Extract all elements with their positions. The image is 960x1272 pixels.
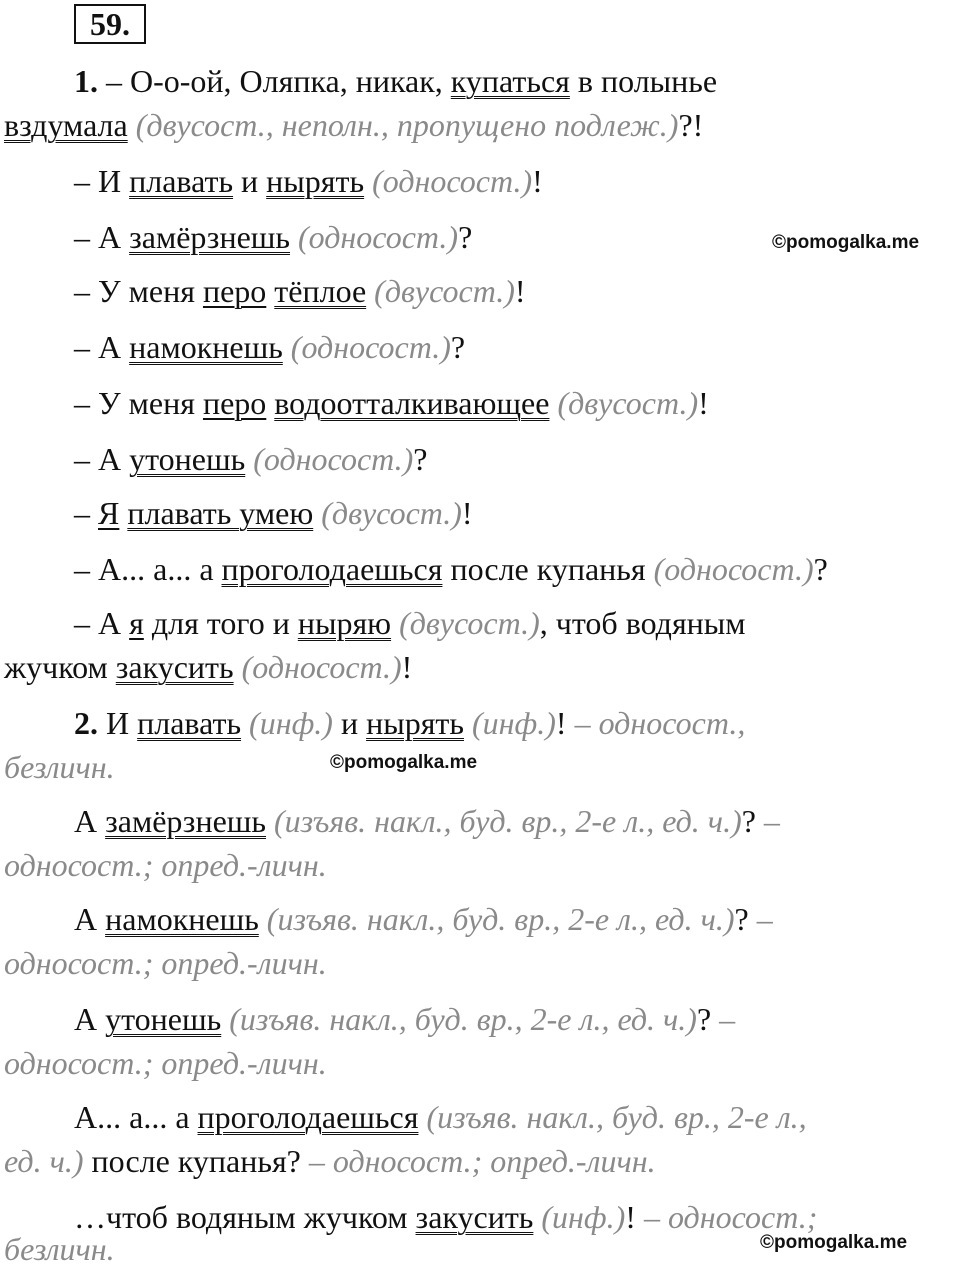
annotation: – — [763, 803, 780, 839]
predicate: тёплое — [274, 273, 367, 309]
watermark: ©pomogalka.me — [330, 752, 478, 773]
annotation: – односост., — [574, 705, 746, 741]
predicate: вздумала — [4, 107, 128, 143]
p2-line-6 — [4, 942, 954, 984]
annotation: – односост.; опред.-личн. — [308, 1143, 656, 1179]
exercise-number: 59. — [74, 4, 146, 44]
annotation: (односост.) — [653, 551, 814, 587]
annotation: безличн. — [4, 749, 115, 785]
predicate: нырять — [266, 163, 365, 199]
p1-line-2: вздумала (двусост., неполн., пропущено подлеж.)?! — [4, 107, 704, 143]
predicate: закусить — [115, 649, 234, 685]
annotation: (изъяв. накл., буд. вр., 2-е л., — [426, 1099, 807, 1135]
annotation: (двусост.) — [399, 605, 540, 641]
watermark: ©pomogalka.me — [772, 232, 920, 253]
p2-line-2 — [4, 746, 954, 788]
annotation: (двусост.) — [557, 385, 699, 421]
predicate: намокнешь — [105, 901, 259, 937]
annotation: (изъяв. накл., буд. вр., 2-е л., ед. ч.) — [274, 803, 742, 839]
annotation: безличн. — [4, 1231, 115, 1267]
predicate: плавать умею — [127, 495, 314, 531]
p1-line-7: – У меня перо водоотталкивающее (двусост.)! — [74, 385, 709, 421]
annotation: (изъяв. накл., буд. вр., 2-е л., ед. ч.) — [229, 1001, 697, 1037]
predicate: плавать — [137, 705, 242, 741]
p2-line-11: …чтоб водяным жучком закусить (инф.)! – односост.; — [74, 1199, 818, 1235]
p1-line-6: – А намокнешь (односост.)? — [74, 329, 466, 365]
p1-line-5: – У меня перо тёплое (двусост.)! — [74, 273, 526, 309]
p2-line-10: ед. ч.) после купанья? – односост.; опред.-личн. — [4, 1143, 656, 1179]
annotation: односост.; опред.-личн. — [4, 847, 327, 883]
subject: я — [129, 605, 144, 641]
subject: Я — [98, 495, 120, 531]
annotation: (односост.) — [290, 329, 451, 365]
annotation: – — [756, 901, 773, 937]
annotation: (односост.) — [298, 219, 459, 255]
annotation: (инф.) — [541, 1199, 626, 1235]
annotation: (двусост., неполн., пропущено подлеж.) — [135, 107, 679, 143]
annotation: (односост.) — [253, 441, 414, 477]
part1-number: 1. — [74, 63, 98, 99]
p1-line-10: – А... а... а проголодаешься после купанья (односост.)? — [74, 551, 828, 587]
subject: перо — [202, 273, 267, 309]
predicate: закусить — [415, 1199, 534, 1235]
p2-line-8 — [4, 1042, 954, 1084]
predicate: водоотталкивающее — [274, 385, 550, 421]
predicate: проголодаешься — [221, 551, 443, 587]
annotation: – — [719, 1001, 736, 1037]
p2-line-9: А... а... а проголодаешься (изъяв. накл., буд. вр., 2-е л., — [74, 1099, 807, 1135]
predicate: нырять — [366, 705, 464, 741]
p1-line-12: жучком закусить (односост.)! — [4, 649, 413, 685]
p1-line-3: – И плавать и нырять (односост.)! — [74, 163, 543, 199]
annotation: ед. ч.) — [4, 1143, 84, 1179]
predicate: ныряю — [297, 605, 392, 641]
predicate: утонешь — [105, 1001, 222, 1037]
p1-line-1: 1. – О-о-ой, Оляпка, никак, купаться в полынье — [74, 63, 718, 99]
annotation: односост.; опред.-личн. — [4, 1045, 327, 1081]
p1-line-11: – А я для того и ныряю (двусост.), чтоб водяным — [74, 605, 746, 641]
annotation: (двусост.) — [321, 495, 462, 531]
p1-line-9: – Я плавать умею (двусост.)! — [74, 495, 473, 531]
p2-line-5: А намокнешь (изъяв. накл., буд. вр., 2-е л., ед. ч.)? – — [74, 901, 773, 937]
annotation: – односост.; — [643, 1199, 818, 1235]
p2-line-7: А утонешь (изъяв. накл., буд. вр., 2-е л., ед. ч.)? – — [74, 1001, 736, 1037]
predicate: утонешь — [129, 441, 246, 477]
predicate: купаться — [450, 63, 570, 99]
predicate: плавать — [129, 163, 234, 199]
p2-line-4 — [4, 844, 954, 886]
p2-line-3: А замёрзнешь (изъяв. накл., буд. вр., 2-е л., ед. ч.)? – — [74, 803, 780, 839]
p1-line-8: – А утонешь (односост.)? — [74, 441, 428, 477]
annotation: односост.; опред.-личн. — [4, 945, 327, 981]
p1-line-4: – А замёрзнешь (односост.)? — [74, 219, 473, 255]
predicate: замёрзнешь — [129, 219, 290, 255]
annotation: (изъяв. накл., буд. вр., 2-е л., ед. ч.) — [266, 901, 735, 937]
predicate: намокнешь — [129, 329, 283, 365]
annotation: (двусост.) — [374, 273, 515, 309]
annotation: (односост.) — [372, 163, 533, 199]
annotation: (инф.) — [249, 705, 333, 741]
annotation: (инф.) — [472, 705, 556, 741]
subject: перо — [202, 385, 267, 421]
watermark: ©pomogalka.me — [760, 1232, 908, 1253]
part2-number: 2. — [74, 705, 98, 741]
predicate: проголодаешься — [197, 1099, 419, 1135]
predicate: замёрзнешь — [105, 803, 266, 839]
p2-line-1: 2. И плавать (инф.) и нырять (инф.)! – односост., — [74, 705, 746, 741]
annotation: (односост.) — [241, 649, 402, 685]
